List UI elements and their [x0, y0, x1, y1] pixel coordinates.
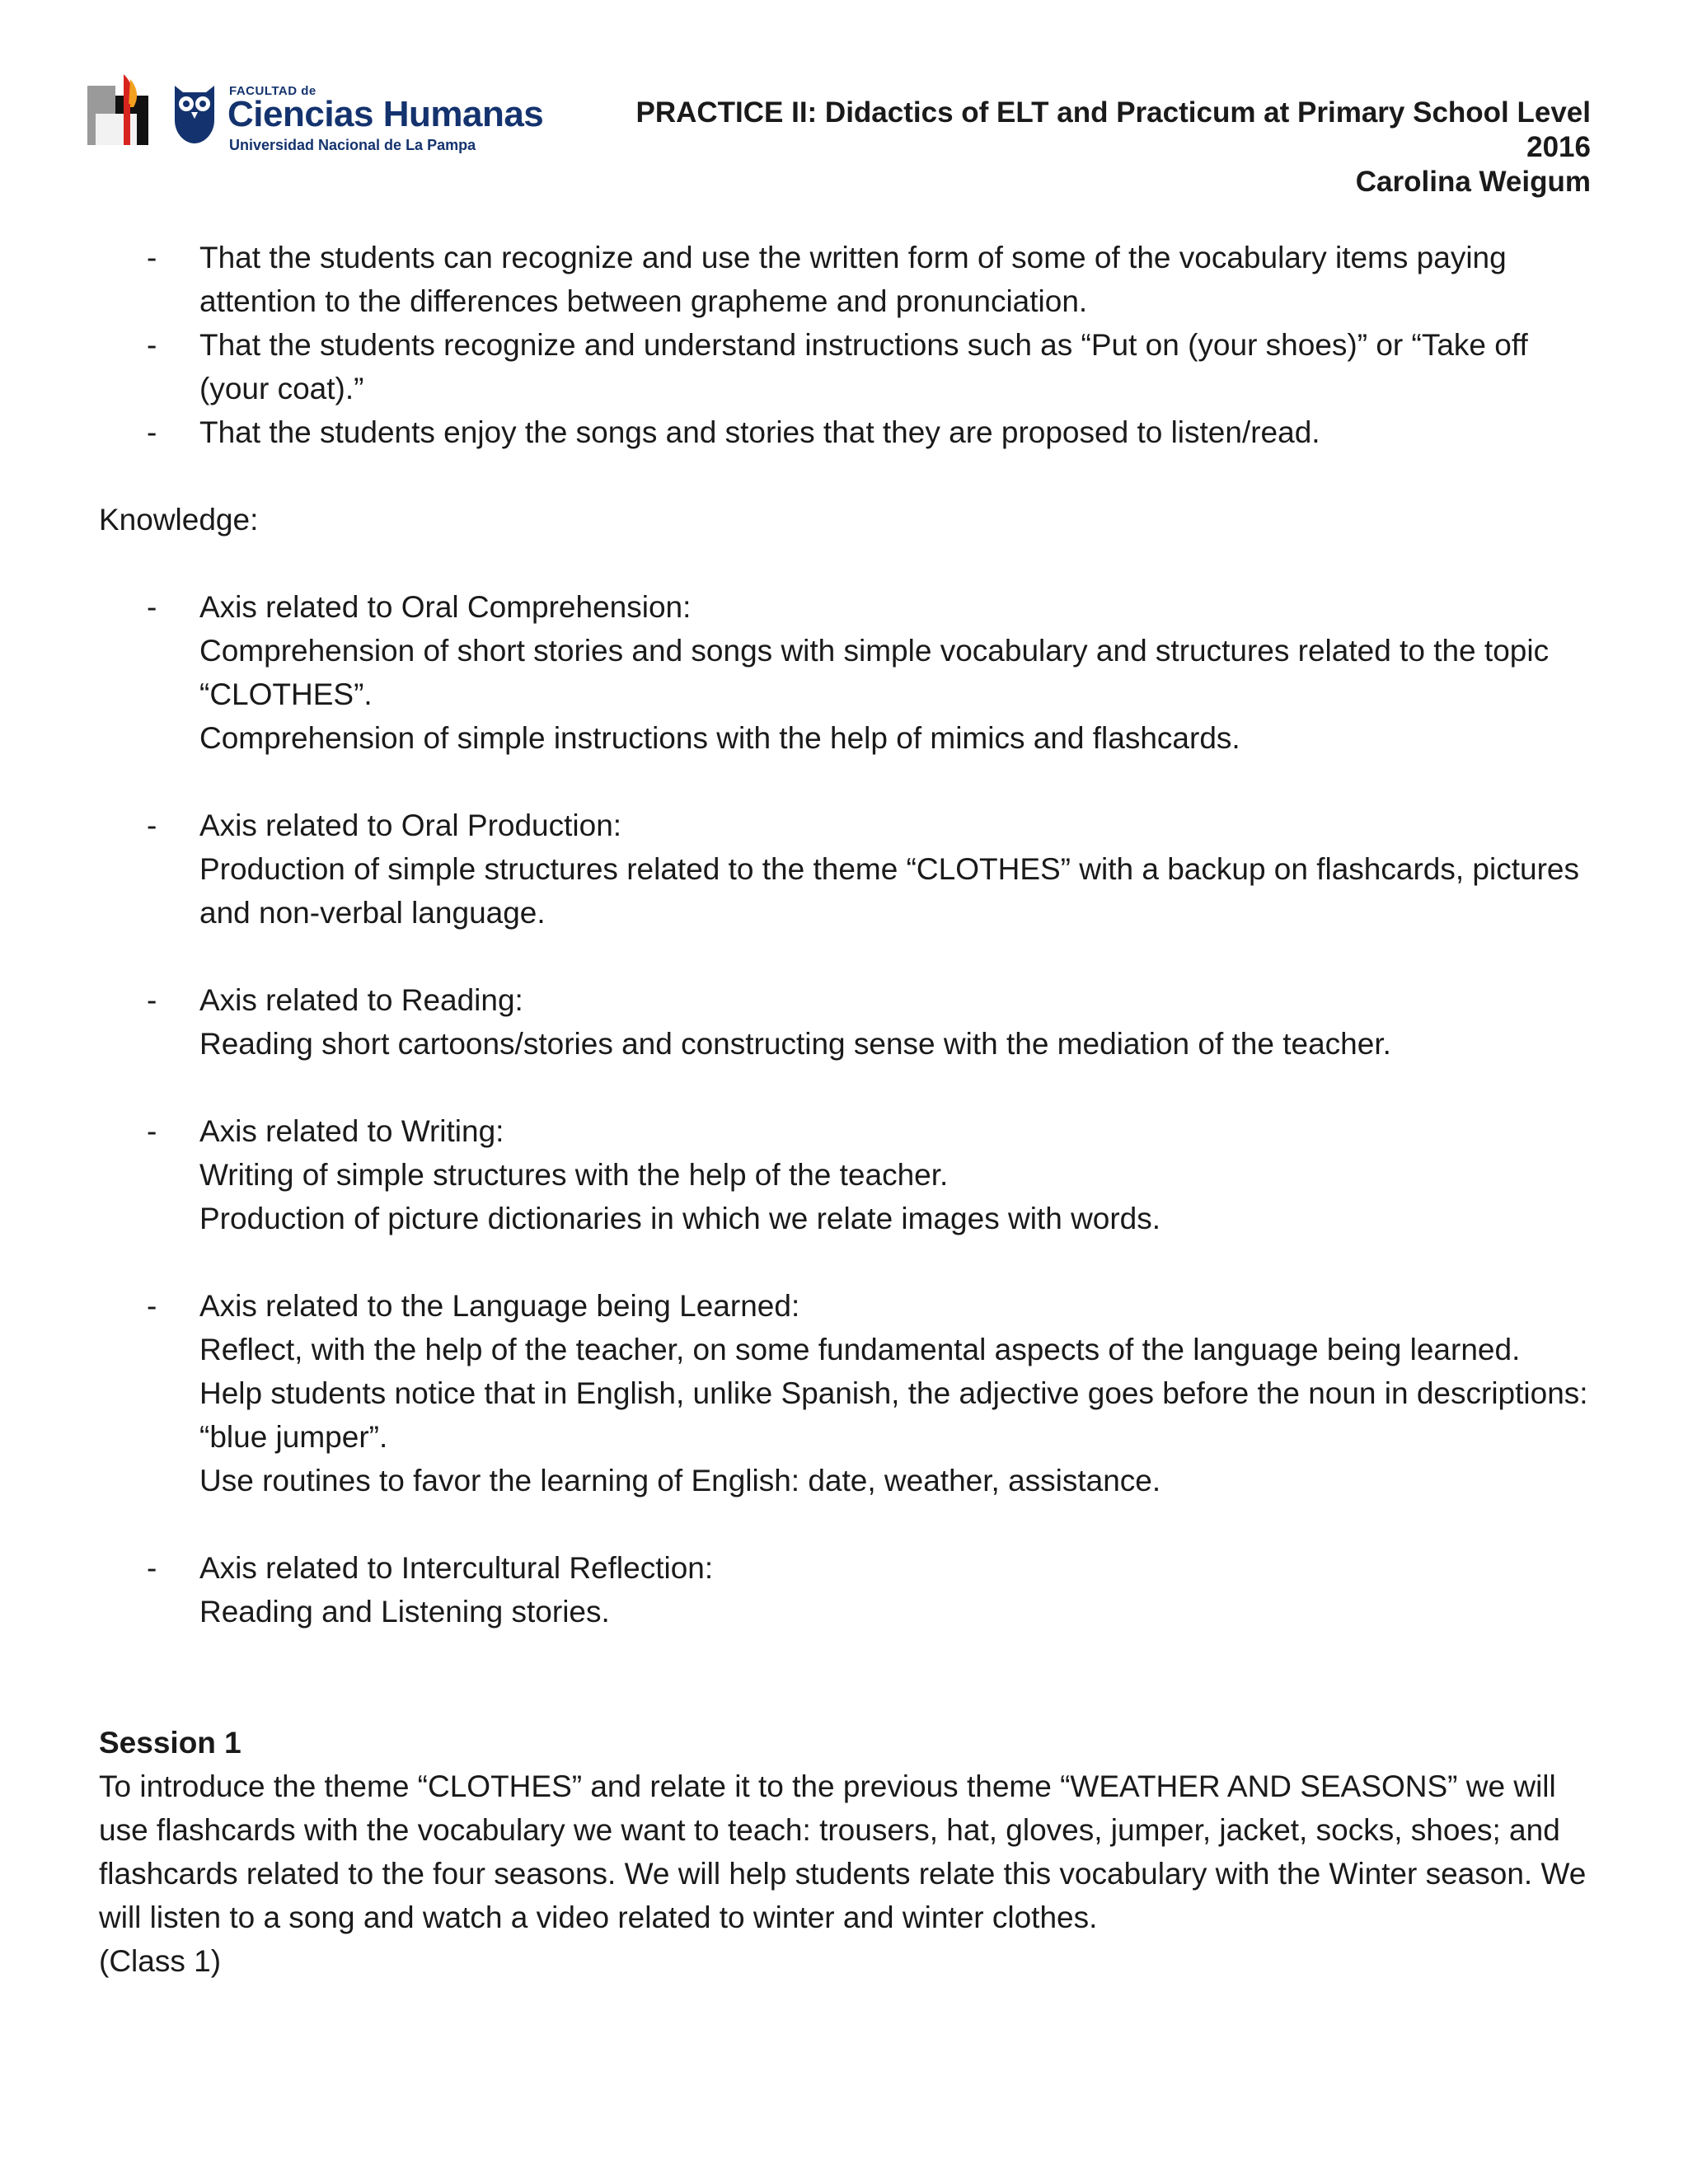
- axis-line: Production of simple structures related to the theme “CLOTHES” with a backup on flashcards, pictures and non-verbal language.: [199, 852, 1579, 930]
- course-year: 2016: [1526, 131, 1591, 163]
- bullet: -: [147, 1289, 157, 1323]
- axis-line: Reflect, with the help of the teacher, on some fundamental aspects of the language being learned.: [199, 1333, 1521, 1366]
- bullet: -: [147, 983, 157, 1017]
- axis-line: Comprehension of simple instructions with the help of mimics and flashcards.: [199, 721, 1240, 755]
- objective-item: [99, 236, 1591, 323]
- axis-title: Axis related to Oral Comprehension:: [199, 590, 692, 624]
- faculty-emblem-icon: [87, 71, 157, 153]
- owl-icon: [170, 79, 219, 145]
- document-body: [99, 236, 1591, 1983]
- faculty-logo: [87, 71, 544, 162]
- axis-item: [99, 978, 1591, 1066]
- objective-text: That the students recognize and understand instructions such as “Put on (your shoes)” or “Take off (your coat).”: [199, 328, 1528, 405]
- logo-faculty-prefix: FACULTAD de: [229, 84, 316, 98]
- logo-university: Universidad Nacional de La Pampa: [229, 137, 476, 153]
- axis-line: Production of picture dictionaries in which we relate images with words.: [199, 1202, 1161, 1235]
- objective-text: That the students enjoy the songs and stories that they are proposed to listen/read.: [199, 415, 1320, 449]
- axis-item: [99, 1546, 1591, 1633]
- bullet: -: [147, 1114, 157, 1148]
- axis-line: Reading and Listening stories.: [199, 1595, 610, 1629]
- axis-line: Reading short cartoons/stories and constructing sense with the mediation of the teacher.: [199, 1027, 1391, 1061]
- axis-item: [99, 1284, 1591, 1502]
- axis-title: Axis related to Oral Production:: [199, 808, 622, 842]
- axis-line: Writing of simple structures with the help of the teacher.: [199, 1158, 949, 1192]
- session-text: To introduce the theme “CLOTHES” and relate it to the previous theme “WEATHER AND SEASONS” we will use flashcards with the vocabulary we want to teach: trousers, hat, gloves, jumper, jacket, socks, shoes; and flashcards related to the four seasons. We will help students relate this vocabulary with the Winter season. We will listen to a song and watch a video related to winter and winter clothes.: [99, 1769, 1587, 1934]
- axis-title: Axis related to Intercultural Reflection:: [199, 1551, 714, 1585]
- axis-line: Comprehension of short stories and songs with simple vocabulary and structures related to the topic “CLOTHES”.: [199, 634, 1550, 711]
- objective-text: That the students can recognize and use the written form of some of the vocabulary items paying attention to the differences between grapheme and pronunciation.: [199, 241, 1507, 318]
- axis-item: [99, 804, 1591, 935]
- bullet: -: [147, 415, 157, 449]
- axis-line: Use routines to favor the learning of English: date, weather, assistance.: [199, 1464, 1161, 1497]
- bullet: -: [147, 590, 157, 624]
- header-info: [635, 96, 1591, 199]
- axis-item: [99, 585, 1591, 760]
- logo-faculty-name: Ciencias Humanas: [227, 94, 544, 134]
- page-header: [82, 66, 1591, 206]
- axis-title: Axis related to the Language being Learned:: [199, 1289, 800, 1323]
- axis-title: Axis related to Writing:: [199, 1114, 504, 1148]
- course-title: PRACTICE II: Didactics of ELT and Practicum at Primary School Level: [635, 96, 1591, 129]
- course-author: Carolina Weigum: [1355, 166, 1591, 198]
- axis-title: Axis related to Reading:: [199, 983, 523, 1017]
- bullet: -: [147, 1551, 157, 1585]
- axis-item: [99, 1109, 1591, 1240]
- session-title: Session 1: [99, 1726, 241, 1760]
- bullet: -: [147, 328, 157, 362]
- axis-line: Help students notice that in English, unlike Spanish, the adjective goes before the noun in descriptions: “blue jumper”.: [199, 1376, 1588, 1454]
- bullet: -: [147, 808, 157, 842]
- session-class-note: (Class 1): [99, 1944, 222, 1978]
- objective-item: [99, 410, 1591, 454]
- bullet: -: [147, 241, 157, 274]
- knowledge-label: Knowledge:: [99, 503, 259, 537]
- objective-item: [99, 323, 1591, 410]
